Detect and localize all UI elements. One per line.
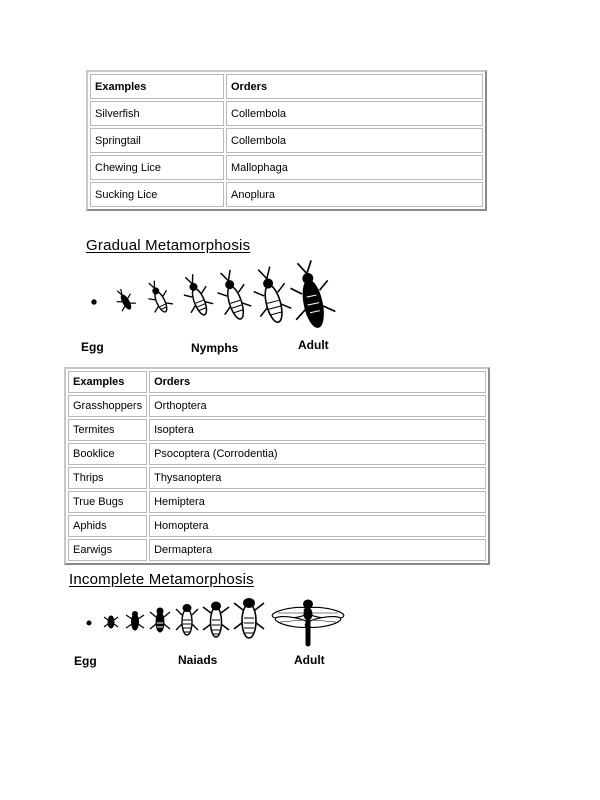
naiad-stage-1 [104, 616, 118, 628]
example-cell: Aphids [68, 515, 147, 537]
naiad-stage-2 [126, 612, 144, 631]
adult-insect [285, 260, 338, 332]
example-cell: Booklice [68, 443, 147, 465]
table-row [68, 539, 486, 561]
nymph-stage-2 [142, 278, 174, 316]
example-cell: Silverfish [90, 101, 224, 126]
example-cell: Grasshoppers [68, 395, 147, 417]
adult-label: Adult [298, 338, 329, 352]
order-cell: Mallophaga [226, 155, 483, 180]
table-row [90, 182, 483, 207]
order-cell: Orthoptera [149, 395, 486, 417]
table-row [90, 155, 483, 180]
example-cell: Termites [68, 419, 147, 441]
order-cell: Dermaptera [149, 539, 486, 561]
order-cell: Psocoptera (Corrodentia) [149, 443, 486, 465]
table-row [68, 467, 486, 489]
table-header-row [90, 74, 483, 99]
nymph-stage-4 [212, 267, 254, 323]
example-cell: Earwigs [68, 539, 147, 561]
adult-dragonfly [271, 600, 344, 646]
example-cell: Thrips [68, 467, 147, 489]
table-row [90, 101, 483, 126]
order-cell: Collembola [226, 128, 483, 153]
order-cell: Hemiptera [149, 491, 486, 513]
table-row [68, 395, 486, 417]
incomplete-metamorphosis-heading: Incomplete Metamorphosis [69, 571, 254, 588]
column-header-orders: Orders [226, 74, 483, 99]
nymphs-label: Nymphs [191, 341, 239, 355]
naiad-stage-3 [150, 608, 170, 632]
order-cell: Collembola [226, 101, 483, 126]
hemimetabolous-orders-table [64, 367, 490, 565]
column-header-examples: Examples [90, 74, 224, 99]
table-row [68, 419, 486, 441]
table-header-row [68, 371, 486, 393]
example-cell: Springtail [90, 128, 224, 153]
nymph-stage-5 [249, 264, 294, 326]
naiad-stage-6 [234, 599, 264, 639]
egg-label: Egg [74, 654, 97, 668]
example-cell: True Bugs [68, 491, 147, 513]
naiad-stage-4 [176, 605, 198, 636]
gradual-metamorphosis-heading: Gradual Metamorphosis [86, 237, 251, 254]
order-cell: Homoptera [149, 515, 486, 537]
incomplete-metamorphosis-illustration [80, 594, 352, 652]
nymph-stage-1 [112, 286, 137, 313]
order-cell: Isoptera [149, 419, 486, 441]
egg-dot [92, 300, 96, 304]
column-header-orders: Orders [149, 371, 486, 393]
gradual-metamorphosis-illustration [84, 260, 344, 338]
order-cell: Anoplura [226, 182, 483, 207]
egg-dot [87, 621, 91, 625]
order-cell: Thysanoptera [149, 467, 486, 489]
example-cell: Sucking Lice [90, 182, 224, 207]
nymph-stage-3 [178, 271, 216, 319]
adult-label: Adult [294, 653, 325, 667]
naiads-label: Naiads [178, 653, 218, 667]
egg-label: Egg [81, 340, 104, 354]
ametabolous-orders-table [86, 70, 487, 211]
example-cell: Chewing Lice [90, 155, 224, 180]
table-row [68, 515, 486, 537]
column-header-examples: Examples [68, 371, 147, 393]
naiad-stage-5 [203, 602, 229, 637]
table-row [90, 128, 483, 153]
table-row [68, 491, 486, 513]
table-row [68, 443, 486, 465]
